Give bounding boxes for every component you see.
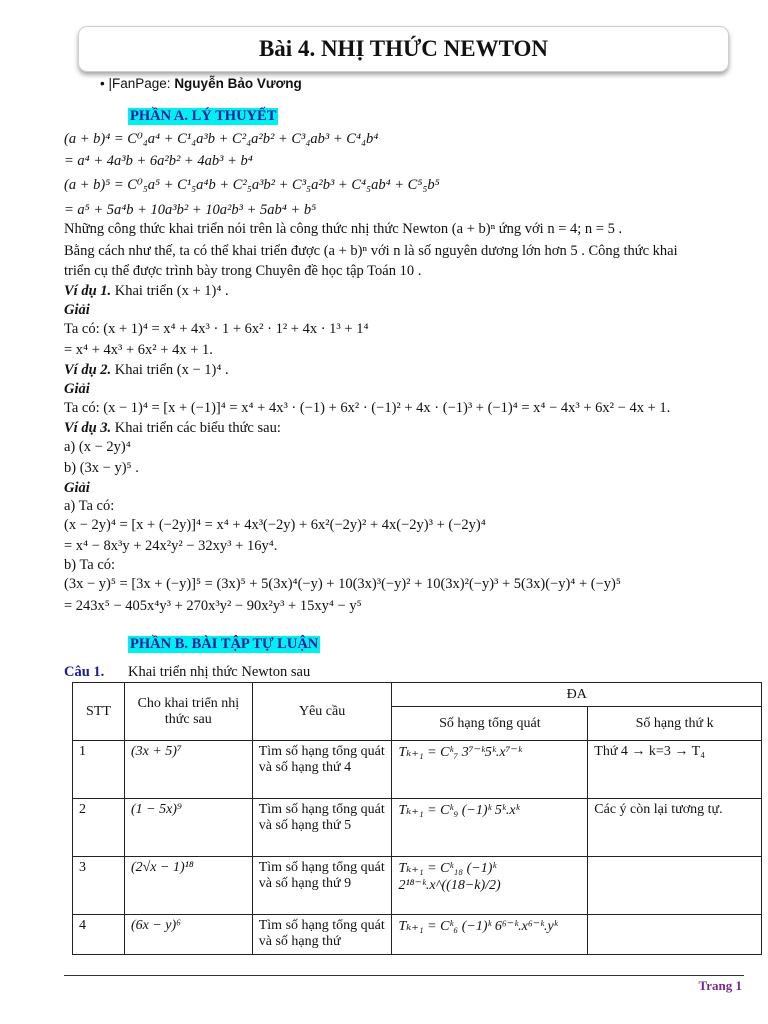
example-3-a-line-1: (x − 2y)⁴ = [x + (−2y)]⁴ = x⁴ + 4x³(−2y) + 6x²(−2y)² + 4x(−2y)³ + (−2y)⁴ <box>64 517 486 533</box>
example-3-b-line-1: (3x − y)⁵ = [3x + (−y)]⁵ = (3x)⁵ + 5(3x)⁴(−y) + 10(3x)³(−y)² + 10(3x)²(−y)³ + 5(3x)(−y)⁴ + (−y)⁵ <box>64 576 621 592</box>
example-3-solution-label: Giải <box>64 480 90 496</box>
row-kth-term: Thứ 4 → k=3 → T₄ <box>588 741 762 799</box>
row-expression: (1 − 5x)⁹ <box>124 799 252 857</box>
formula-line-3: (a + b)⁵ = C⁰₅a⁵ + C¹₅a⁴b + C²₅a³b² + C³₅a²b³ + C⁴₅ab⁴ + C⁵₅b⁵ <box>64 177 440 193</box>
example-3-part-b: b) (3x − y)⁵ . <box>64 460 139 476</box>
example-3-a-intro: a) Ta có: <box>64 498 115 514</box>
paragraph-3: triển cụ thể được trình bày trong Chuyên đề học tập Toán 10 . <box>64 263 422 279</box>
row-requirement: Tìm số hạng tổng quát và số hạng thứ 9 <box>252 857 392 915</box>
title-box <box>78 26 729 72</box>
example-2 <box>64 361 229 379</box>
fanpage-name: Nguyễn Bảo Vương <box>174 76 302 91</box>
example-3-text: Khai triển các biểu thức sau: <box>111 420 281 436</box>
example-3 <box>64 419 281 437</box>
table-row <box>73 857 762 915</box>
row-kth-term: Các ý còn lại tương tự. <box>588 799 762 857</box>
paragraph-2: Bằng cách như thế, ta có thể khai triển được (a + b)ⁿ với n là số nguyên dương lớn hơn 5 . Công thức khai <box>64 243 678 259</box>
header-kth-term: Số hạng thứ k <box>588 707 762 741</box>
header-requirement: Yêu cầu <box>252 683 392 741</box>
table-row <box>73 799 762 857</box>
example-2-solution-label: Giải <box>64 381 90 397</box>
formula-line-4: = a⁵ + 5a⁴b + 10a³b² + 10a²b³ + 5ab⁴ + b⁵ <box>64 202 317 218</box>
example-1-text: Khai triển (x + 1)⁴ . <box>111 283 229 299</box>
table-row <box>73 741 762 799</box>
page-number: Trang 1 <box>698 978 742 993</box>
example-3-b-intro: b) Ta có: <box>64 557 116 573</box>
row-stt: 4 <box>73 915 125 955</box>
example-1 <box>64 282 229 300</box>
example-3-b-line-2: = 243x⁵ − 405x⁴y³ + 270x³y² − 90x²y³ + 15xy⁴ − y⁵ <box>64 598 362 614</box>
row-general-term: Tₖ₊₁ = Cᵏ₉ (−1)ᵏ 5ᵏ.xᵏ <box>392 799 588 857</box>
table-row <box>73 915 762 955</box>
row-requirement: Tìm số hạng tổng quát và số hạng thứ 4 <box>252 741 392 799</box>
page-title: Bài 4. NHỊ THỨC NEWTON <box>258 36 549 61</box>
exercise-table <box>72 682 762 955</box>
footer-divider <box>64 975 744 976</box>
example-2-text: Khai triển (x − 1)⁴ . <box>111 362 229 378</box>
paragraph-1: Những công thức khai triển nói trên là công thức nhị thức Newton (a + b)ⁿ ứng với n = 4; n = 5 . <box>64 221 623 237</box>
example-2-label: Ví dụ 2. <box>64 362 112 378</box>
fanpage-line <box>100 76 302 91</box>
section-a-heading: PHẦN A. LÝ THUYẾT <box>130 108 277 124</box>
formula-line-2: = a⁴ + 4a³b + 6a²b² + 4ab³ + b⁴ <box>64 153 253 169</box>
row-stt: 3 <box>73 857 125 915</box>
row-stt: 2 <box>73 799 125 857</box>
row-general-term: Tₖ₊₁ = Cᵏ₆ (−1)ᵏ 6⁶⁻ᵏ.x⁶⁻ᵏ.yᵏ <box>392 915 588 955</box>
question-1-label: Câu 1. <box>64 664 105 680</box>
row-expression: (6x − y)⁶ <box>124 915 252 955</box>
row-expression: (2√x − 1)¹⁸ <box>124 857 252 915</box>
section-b-heading: PHẦN B. BÀI TẬP TỰ LUẬN <box>130 636 319 652</box>
row-kth-term <box>588 915 762 955</box>
header-answer: ĐA <box>392 683 762 707</box>
row-general-term: Tₖ₊₁ = Cᵏ₁₈ (−1)ᵏ 2¹⁸⁻ᵏ.x^((18−k)/2) <box>392 857 588 915</box>
row-kth-term <box>588 857 762 915</box>
row-general-term: Tₖ₊₁ = Cᵏ₇ 3⁷⁻ᵏ5ᵏ.x⁷⁻ᵏ <box>392 741 588 799</box>
row-expression: (3x + 5)⁷ <box>124 741 252 799</box>
example-3-label: Ví dụ 3. <box>64 420 112 436</box>
row-requirement: Tìm số hạng tổng quát và số hạng thứ <box>252 915 392 955</box>
row-requirement: Tìm số hạng tổng quát và số hạng thứ 5 <box>252 799 392 857</box>
example-3-part-a: a) (x − 2y)⁴ <box>64 439 131 455</box>
example-1-label: Ví dụ 1. <box>64 283 112 299</box>
row-stt: 1 <box>73 741 125 799</box>
example-1-solution-label: Giải <box>64 302 90 318</box>
header-general-term: Số hạng tổng quát <box>392 707 588 741</box>
fanpage-label: |FanPage: <box>108 76 175 91</box>
question-1-text: Khai triển nhị thức Newton sau <box>128 664 311 680</box>
formula-line-1: (a + b)⁴ = C⁰₄a⁴ + C¹₄a³b + C²₄a²b² + C³₄ab³ + C⁴₄b⁴ <box>64 131 379 147</box>
example-1-line-1: Ta có: (x + 1)⁴ = x⁴ + 4x³ · 1 + 6x² · 1² + 4x · 1³ + 1⁴ <box>64 321 369 337</box>
header-stt: STT <box>73 683 125 741</box>
example-1-line-2: = x⁴ + 4x³ + 6x² + 4x + 1. <box>64 342 213 358</box>
example-3-a-line-2: = x⁴ − 8x³y + 24x²y² − 32xy³ + 16y⁴. <box>64 538 278 554</box>
header-expansion: Cho khai triển nhị thức sau <box>124 683 252 741</box>
example-2-line-1: Ta có: (x − 1)⁴ = [x + (−1)]⁴ = x⁴ + 4x³ · (−1) + 6x² · (−1)² + 4x · (−1)³ + (−1)⁴ = x⁴ − 4x³ + 6x² − 4x + 1. <box>64 400 671 416</box>
bullet: • <box>100 76 105 91</box>
